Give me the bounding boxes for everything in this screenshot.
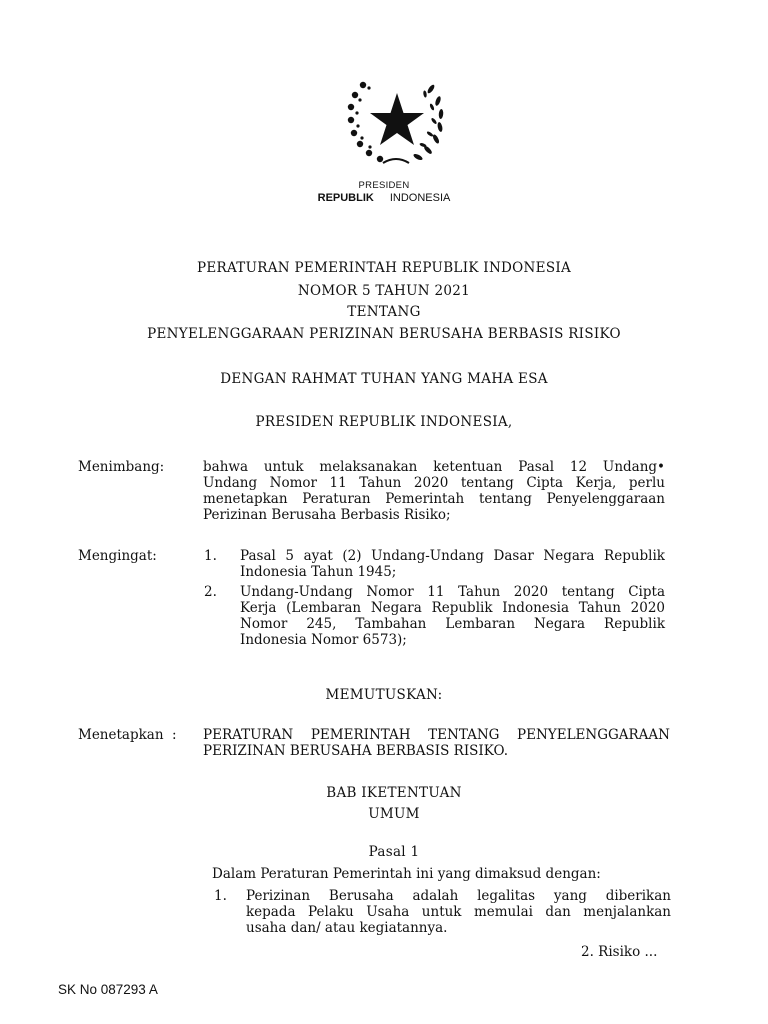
menimbang-line: Undang Nomor 11 Tahun 2020 tentang Cipta Kerja, perlu [203,475,665,491]
mengingat-item-2 [240,584,665,648]
letterhead-line1: PRESIDEN [358,180,410,191]
doc-subject: PENYELENGGARAAN PERIZINAN BERUSAHA BERBASIS RISIKO [147,326,621,342]
letterhead-line2 [0,192,768,204]
mengingat-num-2: 2. [204,584,217,600]
memutuskan-heading: MEMUTUSKAN: [325,687,443,703]
mengingat-line: Indonesia Tahun 1945; [240,564,397,580]
pasal-item-num-1: 1. [214,888,227,904]
bab-heading: BAB ΙKETENTUAN [326,785,462,801]
menimbang-label: Menimbang: [78,459,165,475]
mengingat-line: Kerja (Lembaran Negara Republik Indonesia Tahun 2020 [240,600,665,616]
pasal-item-line: Perizinan Berusaha adalah legalitas yang diberikan [246,888,671,904]
doc-title: PERATURAN PEMERINTAH REPUBLIK INDONESIA [196,260,572,276]
opening-rahmat: DENGAN RAHMAT TUHAN YANG MAHA ESA [220,371,548,387]
doc-tentang: TENTANG [347,304,421,320]
mengingat-item-1 [240,548,665,580]
footer-sk-number: SK No 087293 A [58,982,158,997]
menimbang-line: Perizinan Berusaha Berbasis Risiko; [203,507,451,523]
mengingat-line: Indonesia Nomor 6573); [240,632,407,648]
menetapkan-label: Menetapkan [78,727,164,743]
mengingat-line: Undang-Undang Nomor 11 Tahun 2020 tentang Cipta [240,584,665,600]
mengingat-num-1: 1. [204,548,217,564]
menimbang-line: menetapkan Peraturan Pemerintah tentang Penyelenggaraan [203,491,665,507]
letterhead-indonesia: INDONESIA [389,192,451,204]
doc-number: NOMOR 5 TAHUN 2021 [297,283,471,299]
pasal-item-line: kepada Pelaku Usaha untuk memulai dan menjalankan [246,904,671,920]
mengingat-line: Nomor 245, Tambahan Lembaran Negara Republik [240,616,665,632]
pasal-title: Pasal 1 [368,844,420,860]
mengingat-line: Pasal 5 ayat (2) Undang-Undang Dasar Negara Republik [240,548,665,564]
pasal-item-1 [246,888,671,936]
opening-presiden: PRESIDEN REPUBLIK INDONESIA, [255,414,513,430]
mengingat-label: Mengingat: [78,548,157,564]
menimbang-text [203,459,665,523]
menimbang-line: bahwa untuk melaksanakan ketentuan Pasal 12 Undang• [203,459,665,475]
menetapkan-text [203,727,670,759]
continuation-marker: 2. Risiko ... [581,944,658,960]
state-emblem-icon [343,75,449,167]
menetapkan-line: PERATURAN PEMERINTAH TENTANG PENYELENGGARAAN [203,727,670,743]
letterhead-republik: REPUBLIK [317,192,374,204]
menetapkan-line: PERIZINAN BERUSAHA BERBASIS RISIKO. [203,743,509,759]
menetapkan-colon: : [172,727,177,743]
pasal-intro: Dalam Peraturan Pemerintah ini yang dimaksud dengan: [212,866,601,882]
bab-subheading: UMUM [368,806,420,822]
pasal-item-line: usaha dan/ atau kegiatannya. [246,920,448,936]
